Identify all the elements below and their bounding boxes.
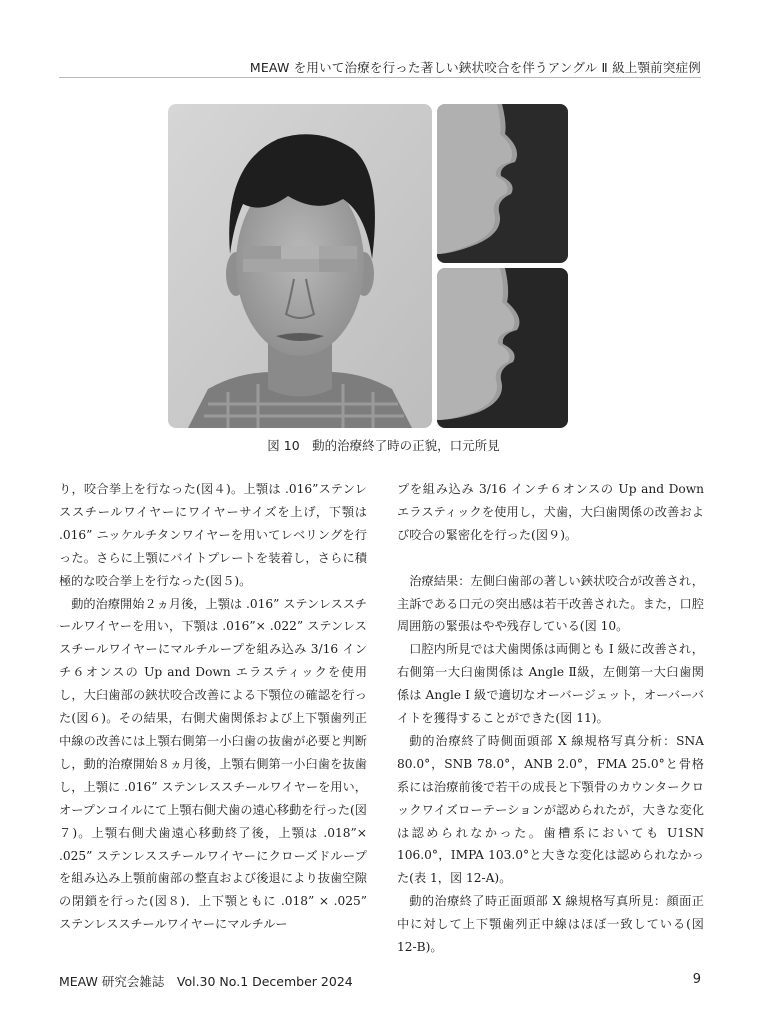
frontal-face-photo [168,104,432,428]
body-paragraph: 動的治療開始２ヵ月後，上顎は .016” ステンレススチールワイヤーを用い，下顎は .016”× .022” ステンレススチールワイヤーにマルチループを組み込み 3/16 インチ６オンスの Up and Down エラスティックを使用し，大臼歯部の鋏状咬合改善による下顎位の確認を行った(図６)。その結果，右側犬歯関係および上下顎歯列正中線の改善には上顎右側第一小臼歯の抜歯が必要と判断し，動的治療開始８ヵ月後，上顎右側第一小臼歯を抜歯し，上顎に .016” ステンレススチールワイヤーを用い，オープンコイルにて上顎右側犬歯の遠心移動を行った(図７)。上顎右側犬歯遠心移動終了後，上顎は .018”× .025” ステンレススチールワイヤーにクローズドループを組み込み上顎前歯部の整直および後退により抜歯空隙の閉鎖を行った(図８)．上下顎ともに .018” × .025” ステンレススチールワイヤーにマルチルー [59,596,367,932]
body-paragraph: プを組み込み 3/16 インチ６オンスの Up and Down エラスティックを使用し，犬歯，大臼歯関係の改善および咬合の緊密化を行った(図９)。 [397,482,704,542]
lateral-ceph-paragraph: 動的治療終了時側面頭部 X 線規格写真分析：SNA 80.0°，SNB 78.0°，ANB 2.0°，FMA 25.0°と骨格系には治療前後で若干の成長と下顎骨のカウンタークロックワイズローテーションが認められたが，大きな変化は認められなかった。歯槽系においても U1SN 106.0°，IMPA 103.0°と大きな変化は認められなかった(表 1，図 12-A)。 [397,733,704,886]
left-text-column [59,478,367,936]
intraoral-findings-paragraph: 口腔内所見では犬歯関係は両側とも Ⅰ 級に改善され，右側第一大臼歯関係は Angle Ⅱ級，左側第一大臼歯関係は Angle Ⅰ 級で適切なオーバージェット，オーバーバイトを獲得することができた(図 11)。 [397,642,704,726]
lateral-lip-photo-lower [437,268,568,428]
lateral-lip-photo-upper [437,104,568,263]
running-title: MEAW を用いて治療を行った著しい鋏状咬合を伴うアングル Ⅱ 級上顎前突症例 [249,60,701,75]
paragraph-spacer [397,547,704,570]
figure-caption: 図 10 動的治療終了時の正貌，口元所見 [267,438,500,453]
right-text-column [397,478,704,959]
body-paragraph: り，咬合挙上を行なった(図４)。上顎は .016”ステンレススチールワイヤーにワイヤーサイズを上げ，下顎は .016” ニッケルチタンワイヤーを用いてレベリングを行った。さらに上顎にバイトプレートを装着し，さらに積極的な咬合挙上を行なった(図５)。 [59,482,367,588]
page-number: 9 [692,972,701,987]
journal-footer: MEAW 研究会雑誌 Vol.30 No.1 December 2024 [59,974,353,989]
frontal-ceph-paragraph: 動的治療終了時正面頭部 X 線規格写真所見：顔面正中に対して上下顎歯列正中線はほぼ一致している(図 12-B)。 [397,894,704,955]
treatment-result-paragraph: 治療結果：左側臼歯部の著しい鋏状咬合が改善され，主訴である口元の突出感は若干改善された。また，口腔周囲筋の緊張はやや残存している(図 10。 [397,573,704,634]
header-divider [59,77,701,78]
